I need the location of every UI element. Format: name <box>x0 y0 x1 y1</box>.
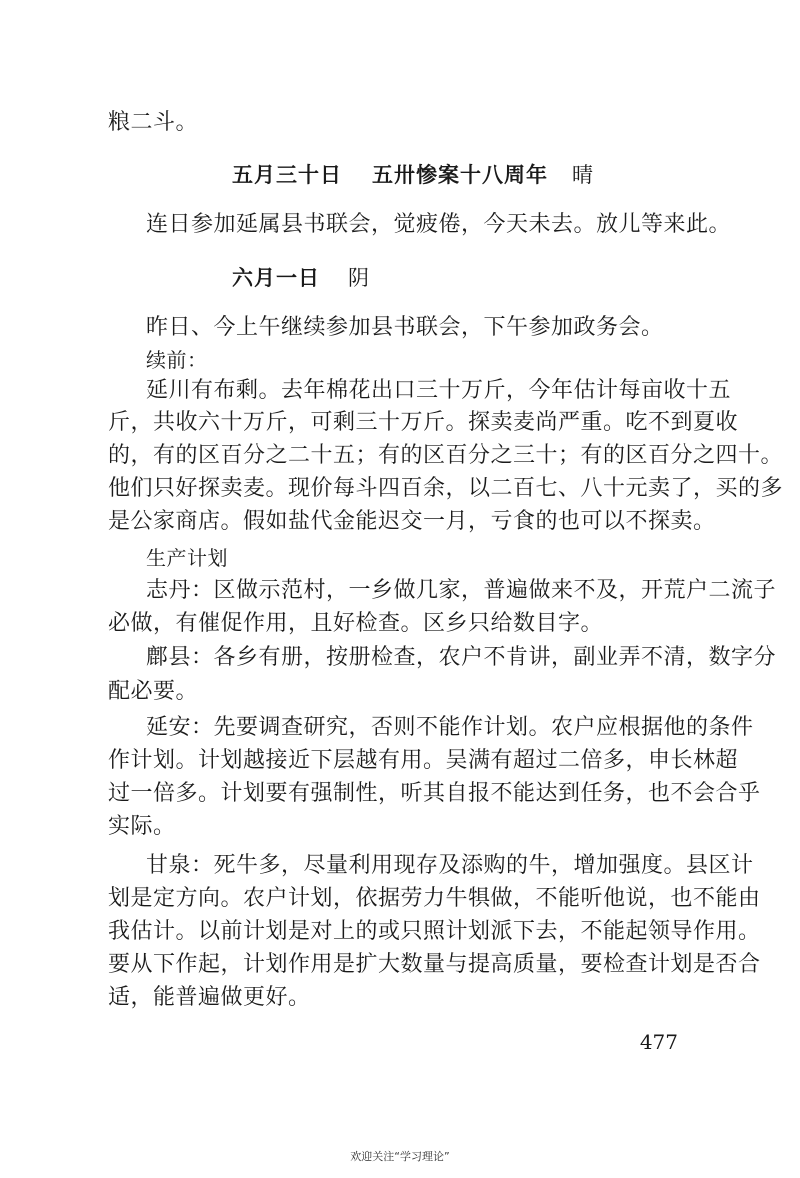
text-line: 适，能普遍做更好。 <box>108 985 311 1010</box>
footer-caption: 欢迎关注“学习理论” <box>350 1150 450 1163</box>
diary-heading-june-1 <box>232 263 370 293</box>
section-title: 生产计划 <box>146 546 228 570</box>
text-line: 延安：先要调查研究，否则不能作计划。农户应根据他的条件 <box>146 715 754 740</box>
text-line: 的，有的区百分之二十五；有的区百分之三十；有的区百分之四十。 <box>108 443 784 468</box>
text-line: 甘泉：死牛多，尽量利用现存及添购的牛，增加强度。县区计 <box>146 853 754 878</box>
text-line: 作计划。计划越接近下层越有用。吴满有超过二倍多，申长林超 <box>108 748 739 773</box>
text-line: 要从下作起，计划作用是扩大数量与提高质量，要检查计划是否合 <box>108 952 761 977</box>
heading-date: 五月三十日 <box>232 163 342 187</box>
text-line: 他们只好探卖麦。现价每斗四百余，以二百七、八十元卖了，买的多 <box>108 476 784 501</box>
diary-heading-may-30 <box>232 160 594 190</box>
text-line: 实际。 <box>108 814 176 839</box>
heading-weather: 晴 <box>572 163 594 187</box>
text-line: 我估计。以前计划是对上的或只照计划派下去，不能起领导作用。 <box>108 919 761 944</box>
text-line: 必做，有催促作用，且好检查。区乡只给数目字。 <box>108 611 604 636</box>
heading-date: 六月一日 <box>232 266 320 290</box>
heading-weather: 阴 <box>348 266 370 290</box>
heading-event: 五卅惨案十八周年 <box>372 163 548 187</box>
text-line: 划是定方向。农户计划，依据劳力牛犋做，不能听他说，也不能由 <box>108 886 761 911</box>
text-line: 鄜县：各乡有册，按册检查，农户不肯讲，副业弄不清，数字分 <box>146 645 777 670</box>
text-line: 粮二斗。 <box>108 110 199 135</box>
text-line: 过一倍多。计划要有强制性，听其自报不能达到任务，也不会合乎 <box>108 781 761 806</box>
page-number: 477 <box>639 1030 678 1054</box>
text-line: 是公家商店。假如盐代金能迟交一月，亏食的也可以不探卖。 <box>108 509 716 534</box>
text-line: 连日参加延属县书联会，觉疲倦，今天未去。放儿等来此。 <box>146 212 732 237</box>
text-line: 昨日、今上午继续参加县书联会，下午参加政务会。 <box>146 315 664 340</box>
text-line: 斤，共收六十万斤，可剩三十万斤。探卖麦尚严重。吃不到夏收 <box>108 410 739 435</box>
text-line: 志丹：区做示范村，一乡做几家，普遍做来不及，开荒户二流子 <box>146 578 777 603</box>
text-line: 续前： <box>146 348 208 372</box>
text-line: 延川有布剩。去年棉花出口三十万斤，今年估计每亩收十五 <box>146 378 732 403</box>
text-line: 配必要。 <box>108 679 199 704</box>
